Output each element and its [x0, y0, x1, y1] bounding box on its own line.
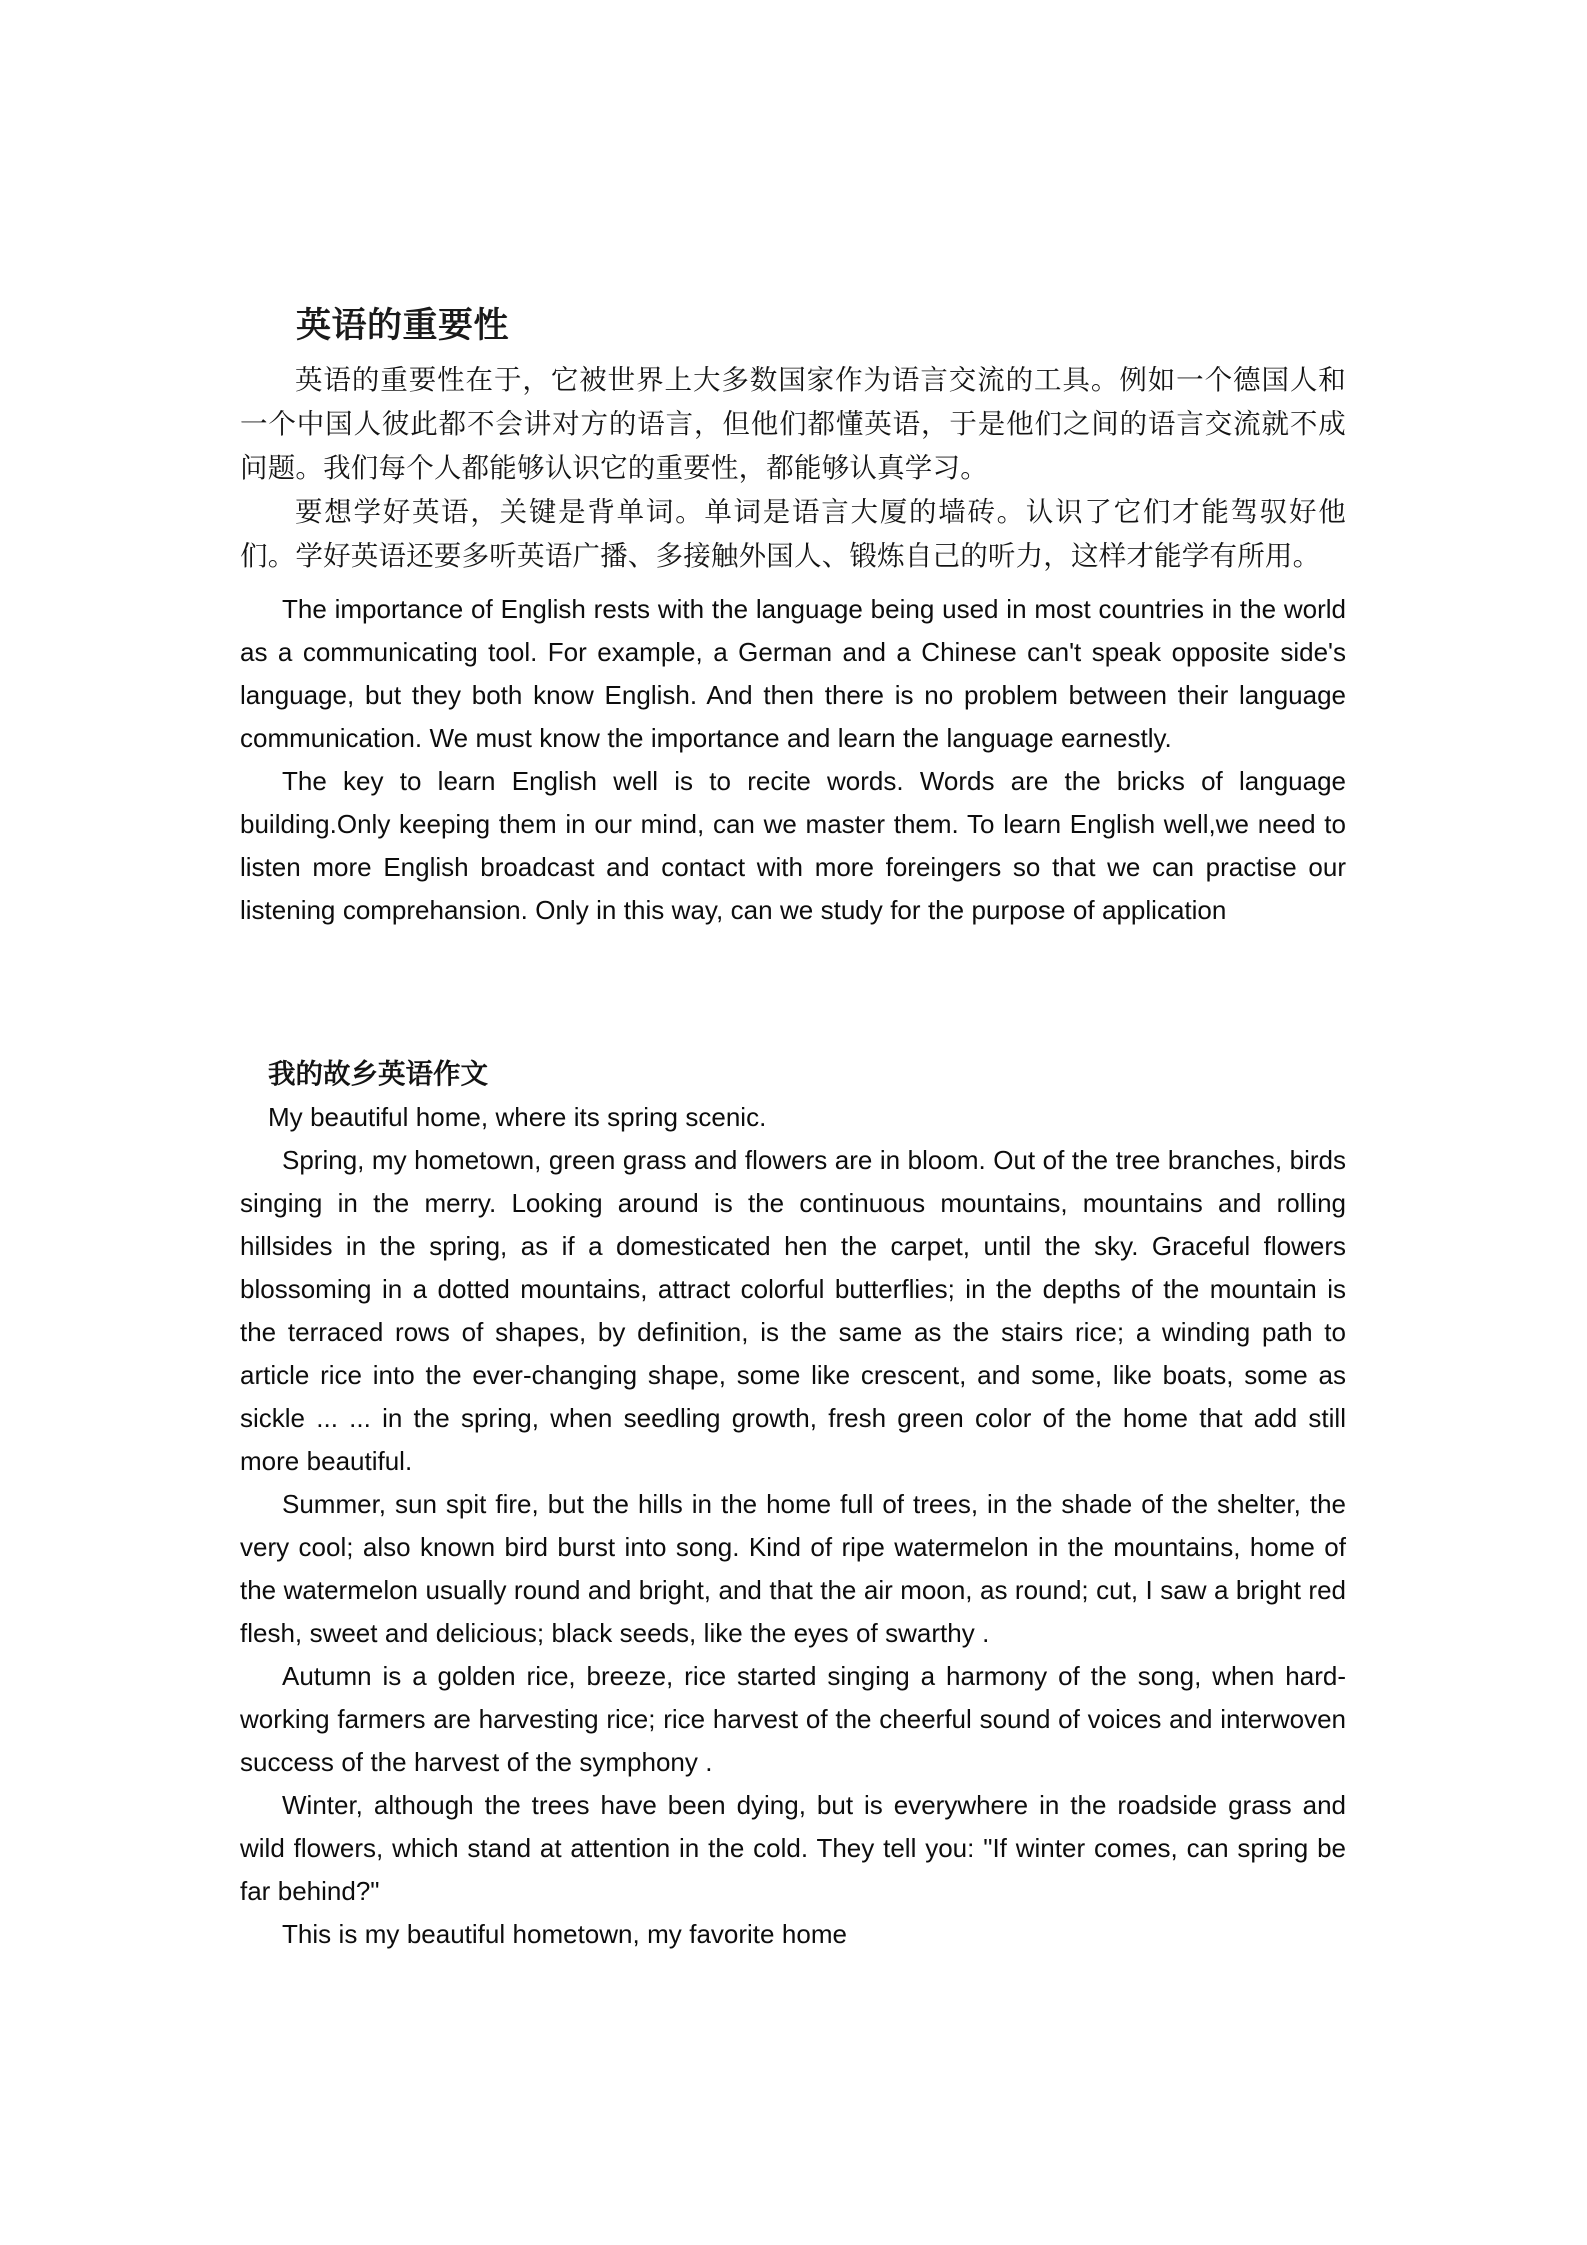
spacer	[240, 578, 1346, 588]
english-paragraph-1: The importance of English rests with the language being used in most countries in the world as a communicating tool. For example, a German and a Chinese can't speak opposite side's language, but they both know English. And then there is no problem between their language communication. We must know the importance and learn the language earnestly.	[240, 594, 1346, 753]
section-heading-hometown: 我的故乡英语作文	[268, 1058, 488, 1089]
chinese-paragraph-1: 英语的重要性在于，它被世界上大多数国家作为语言交流的工具。例如一个德国人和一个中国人彼此都不会讲对方的语言，但他们都懂英语，于是他们之间的语言交流就不成问题。我们每个人都能够认识它的重要性，都能够认真学习。	[240, 364, 1346, 483]
chinese-paragraph-2: 要想学好英语，关键是背单词。单词是语言大厦的墙砖。认识了它们才能驾驭好他们。学好英语还要多听英语广播、多接触外国人、锻炼自己的听力，这样才能学有所用。	[240, 496, 1346, 571]
english-paragraph-2: The key to learn English well is to recite words. Words are the bricks of language building.Only keeping them in our mind, can we master them. To learn English well,we need to listen more English broadcast and contact with more foreingers so that we can practise our listening comprehansion. Only in this way, can we study for the purpose of application	[240, 766, 1346, 925]
section-spacer	[240, 932, 1346, 1052]
page-title: 英语的重要性	[296, 306, 510, 345]
hometown-paragraph-winter: Winter, although the trees have been dying, but is everywhere in the roadside grass and wild flowers, which stand at attention in the cold. They tell you: "If winter comes, can spring be far behind?"	[240, 1790, 1346, 1906]
hometown-paragraph-autumn: Autumn is a golden rice, breeze, rice started singing a harmony of the song, when hard-working farmers are harvesting rice; rice harvest of the cheerful sound of voices and interwoven success of the harvest of the symphony .	[240, 1661, 1346, 1777]
hometown-paragraph-spring: Spring, my hometown, green grass and flowers are in bloom. Out of the tree branches, birds singing in the merry. Looking around is the continuous mountains, mountains and rolling hillsides in the spring, as if a domesticated hen the carpet, until the sky. Graceful flowers blossoming in a dotted mountains, attract colorful butterflies; in the depths of the mountain is the terraced rows of shapes, by definition, is the same as the stairs rice; a winding path to article rice into the ever-changing shape, some like crescent, and some, like boats, some as sickle ... ... in the spring, when seedling growth, fresh green color of the home that add still more beautiful.	[240, 1145, 1346, 1476]
hometown-paragraph-summer: Summer, sun spit fire, but the hills in the home full of trees, in the shade of the shelter, the very cool; also known bird burst into song. Kind of ripe watermelon in the mountains, home of the watermelon usually round and bright, and that the air moon, as round; cut, I saw a bright red flesh, sweet and delicious; black seeds, like the eyes of swarthy .	[240, 1489, 1346, 1648]
hometown-closing-line: This is my beautiful hometown, my favorite home	[282, 1919, 847, 1949]
hometown-opening-line: My beautiful home, where its spring scenic.	[268, 1102, 767, 1132]
document-body	[240, 300, 1346, 1956]
